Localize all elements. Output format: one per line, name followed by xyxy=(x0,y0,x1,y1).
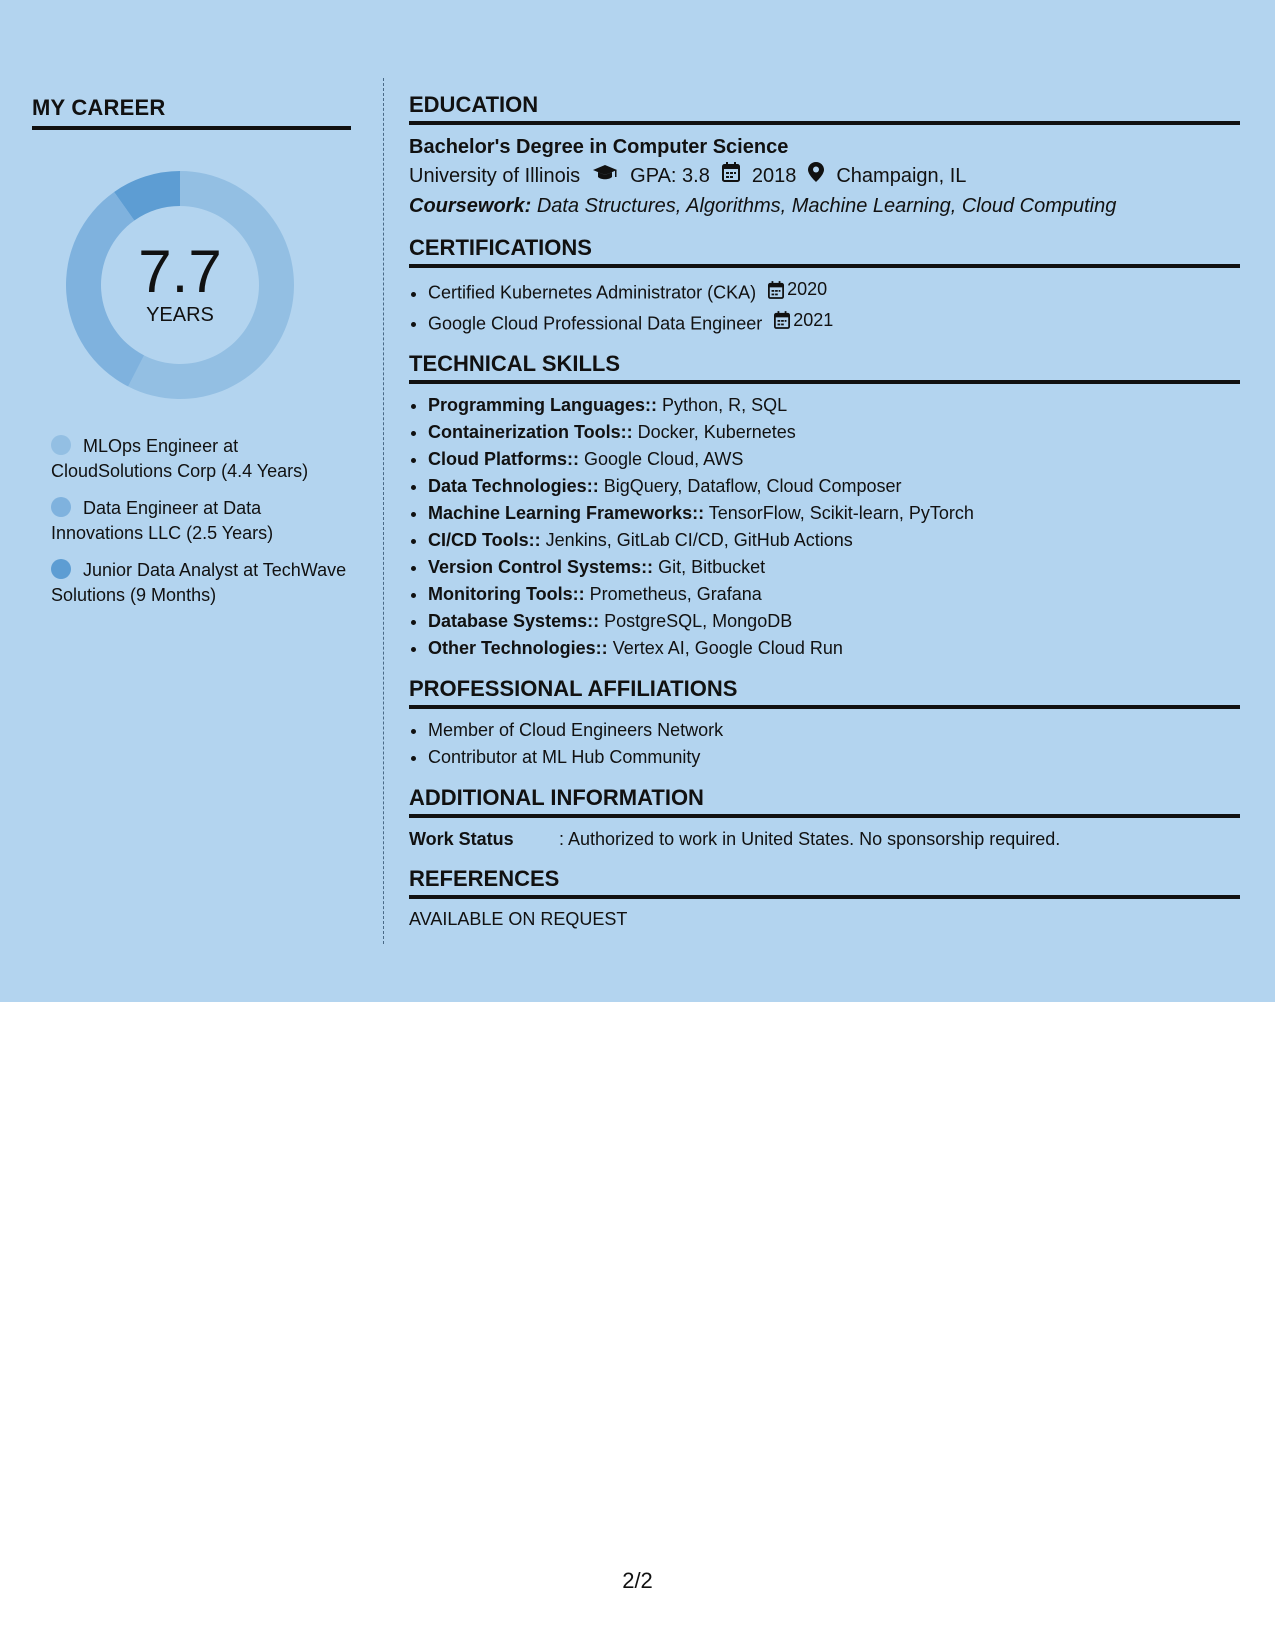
affiliations-section xyxy=(409,676,1240,771)
skill-value: Python, R, SQL xyxy=(662,395,788,415)
career-years-unit: YEARS xyxy=(146,304,214,326)
skill-item xyxy=(428,554,1240,581)
skill-label: Version Control Systems:: xyxy=(428,557,654,577)
affiliation-item: • Member of Cloud Engineers Network xyxy=(428,717,1240,744)
skill-item xyxy=(428,419,1240,446)
certification-year-text: 2021 xyxy=(793,309,834,330)
skill-value: Git, Bitbucket xyxy=(658,557,766,577)
additional-section xyxy=(409,785,1240,852)
skill-label: Cloud Platforms:: xyxy=(428,449,579,469)
affiliations-list xyxy=(409,717,1240,771)
skill-value: TensorFlow, Scikit-learn, PyTorch xyxy=(708,503,974,523)
graduation-year: 2018 xyxy=(751,165,797,187)
certifications-list xyxy=(409,276,1240,337)
skill-label: CI/CD Tools:: xyxy=(428,530,541,550)
coursework-value: Data Structures, Algorithms, Machine Learning, Cloud Computing xyxy=(536,195,1117,217)
career-donut-chart xyxy=(65,170,295,400)
skill-value: PostgreSQL, MongoDB xyxy=(604,611,793,631)
school-name: University of Illinois xyxy=(409,165,581,187)
skill-item xyxy=(428,635,1240,662)
skill-value: Google Cloud, AWS xyxy=(584,449,744,469)
gpa: GPA: 3.8 xyxy=(630,165,710,187)
certification-item xyxy=(428,276,1240,307)
skill-label: Database Systems:: xyxy=(428,611,600,631)
career-legend xyxy=(32,434,351,608)
work-status-label: Work Status xyxy=(409,829,514,849)
skill-label: Programming Languages:: xyxy=(428,395,658,415)
skill-label: Monitoring Tools:: xyxy=(428,584,585,604)
degree: Bachelor's Degree in Computer Science xyxy=(409,136,789,158)
career-sidebar xyxy=(32,95,351,620)
certifications-title: CERTIFICATIONS xyxy=(409,235,1240,268)
certifications-section xyxy=(409,235,1240,337)
skill-label: Other Technologies:: xyxy=(428,638,608,658)
calendar-icon xyxy=(768,281,784,299)
donut-center xyxy=(65,170,295,400)
map-pin-icon xyxy=(808,161,824,191)
career-legend-item xyxy=(51,496,351,546)
skill-value: Jenkins, GitLab CI/CD, GitHub Actions xyxy=(545,530,853,550)
certification-item xyxy=(428,307,1240,338)
skill-item xyxy=(428,473,1240,500)
coursework xyxy=(409,191,1240,221)
skill-label: Containerization Tools:: xyxy=(428,422,633,442)
main-column xyxy=(409,92,1240,944)
affiliation-item: • Contributor at ML Hub Community xyxy=(428,744,1240,771)
skill-item xyxy=(428,446,1240,473)
education-details xyxy=(409,161,1240,191)
career-legend-label: Junior Data Analyst at TechWave Solutions (9 Months) xyxy=(51,560,347,605)
legend-dot-icon xyxy=(51,497,71,517)
certification-year xyxy=(768,276,827,303)
skill-label: Data Technologies:: xyxy=(428,476,599,496)
career-total-years: 7.7 xyxy=(138,238,222,305)
additional-title: ADDITIONAL INFORMATION xyxy=(409,785,1240,818)
calendar-icon xyxy=(774,311,790,329)
column-divider xyxy=(383,78,384,944)
legend-dot-icon xyxy=(51,435,71,455)
work-status-value: : Authorized to work in United States. No sponsorship required. xyxy=(559,829,1061,849)
page-number: 2/2 xyxy=(622,1568,653,1593)
references-title: REFERENCES xyxy=(409,866,1240,899)
references-text: AVAILABLE ON REQUEST xyxy=(409,909,628,929)
career-legend-item xyxy=(51,558,351,608)
career-title: MY CAREER xyxy=(32,95,351,130)
education-section xyxy=(409,92,1240,221)
skill-item xyxy=(428,608,1240,635)
coursework-label: Coursework: xyxy=(409,195,532,217)
references-section xyxy=(409,866,1240,930)
skills-title: TECHNICAL SKILLS xyxy=(409,351,1240,384)
certification-name: Google Cloud Professional Data Engineer xyxy=(428,313,763,333)
skill-label: Machine Learning Frameworks:: xyxy=(428,503,705,523)
skill-value: Docker, Kubernetes xyxy=(637,422,796,442)
certification-name: Certified Kubernetes Administrator (CKA) xyxy=(428,282,757,303)
skill-item xyxy=(428,527,1240,554)
calendar-icon xyxy=(722,161,740,191)
career-legend-label: Data Engineer at Data Innovations LLC (2.5 Years) xyxy=(51,498,274,543)
certification-year-text: 2020 xyxy=(787,279,828,299)
career-legend-label: MLOps Engineer at CloudSolutions Corp (4.4 Years) xyxy=(51,436,309,481)
skills-section xyxy=(409,351,1240,662)
skill-value: Vertex AI, Google Cloud Run xyxy=(612,638,843,658)
skill-item xyxy=(428,500,1240,527)
skill-value: BigQuery, Dataflow, Cloud Composer xyxy=(603,476,902,496)
career-legend-item xyxy=(51,434,351,484)
graduation-cap-icon xyxy=(592,161,618,191)
skill-value: Prometheus, Grafana xyxy=(589,584,762,604)
legend-dot-icon xyxy=(51,559,71,579)
skill-item xyxy=(428,581,1240,608)
affiliations-title: PROFESSIONAL AFFILIATIONS xyxy=(409,676,1240,709)
certification-year xyxy=(774,307,833,334)
skill-item xyxy=(428,392,1240,419)
education-title: EDUCATION xyxy=(409,92,1240,125)
skills-list xyxy=(409,392,1240,662)
work-status-row xyxy=(409,826,1240,852)
school-location: Champaign, IL xyxy=(836,165,967,187)
